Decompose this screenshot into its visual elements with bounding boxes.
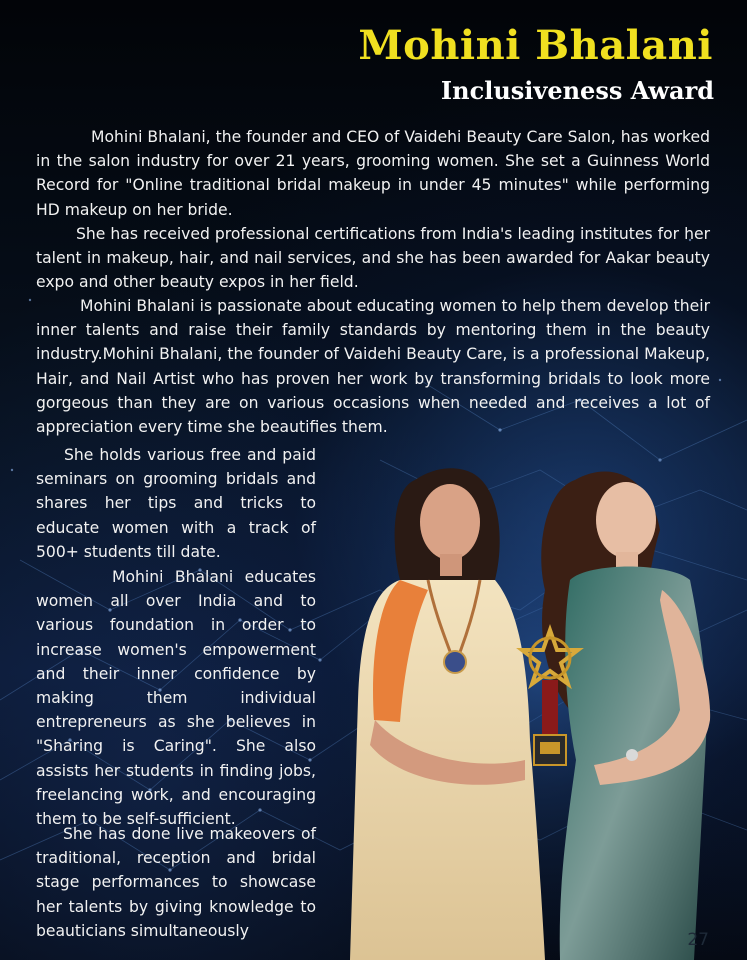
award-subtitle: Inclusiveness Award bbox=[440, 76, 714, 105]
award-ceremony-photo bbox=[330, 440, 747, 960]
body-paragraph: Mohini Bhalani is passionate about educating women to help them develop their inner talents and raise their family standards by mentoring them in the beauty industry.Mohini Bhalani, the founder of Vaidehi Beauty Care, is a professional Makeup, Hair, and Nail Artist who has proven her work by transforming bridals to look more gorgeous than they are on various occasions when needed and receives a lot of appreciation every time she beautifies them. bbox=[36, 297, 710, 437]
page-number: 27 bbox=[687, 930, 709, 950]
body-paragraph: Mohini Bhalani educates women all over India and to various foundation in order to increase women's empowerment and their inner confidence by making them individual entrepreneurs as she believes in "Sharing is Caring". She also assists her students in finding jobs, freelancing work, and encouraging them to be self-sufficient. bbox=[36, 568, 316, 829]
body-paragraph: Mohini Bhalani, the founder and CEO of Vaidehi Beauty Care Salon, has worked in the salon industry for over 21 years, grooming women. She set a Guinness World Record for "Online traditional bridal makeup in under 45 minutes" while performing HD makeup on her bride. bbox=[36, 128, 710, 219]
page-title: Mohini Bhalani bbox=[358, 22, 713, 69]
body-paragraph: She holds various free and paid seminars on grooming bridals and shares her tips and tricks to educate women with a track of 500+ students till date. bbox=[36, 446, 316, 561]
body-paragraph: She has done live makeovers of traditional, reception and bridal stage performances to showcase her talents by giving knowledge to beauticians simultaneously bbox=[36, 825, 316, 940]
body-paragraph: She has received professional certifications from India's leading institutes for her talent in makeup, hair, and nail services, and she has been awarded for Aakar beauty expo and other beauty expos in her field. bbox=[36, 225, 710, 292]
